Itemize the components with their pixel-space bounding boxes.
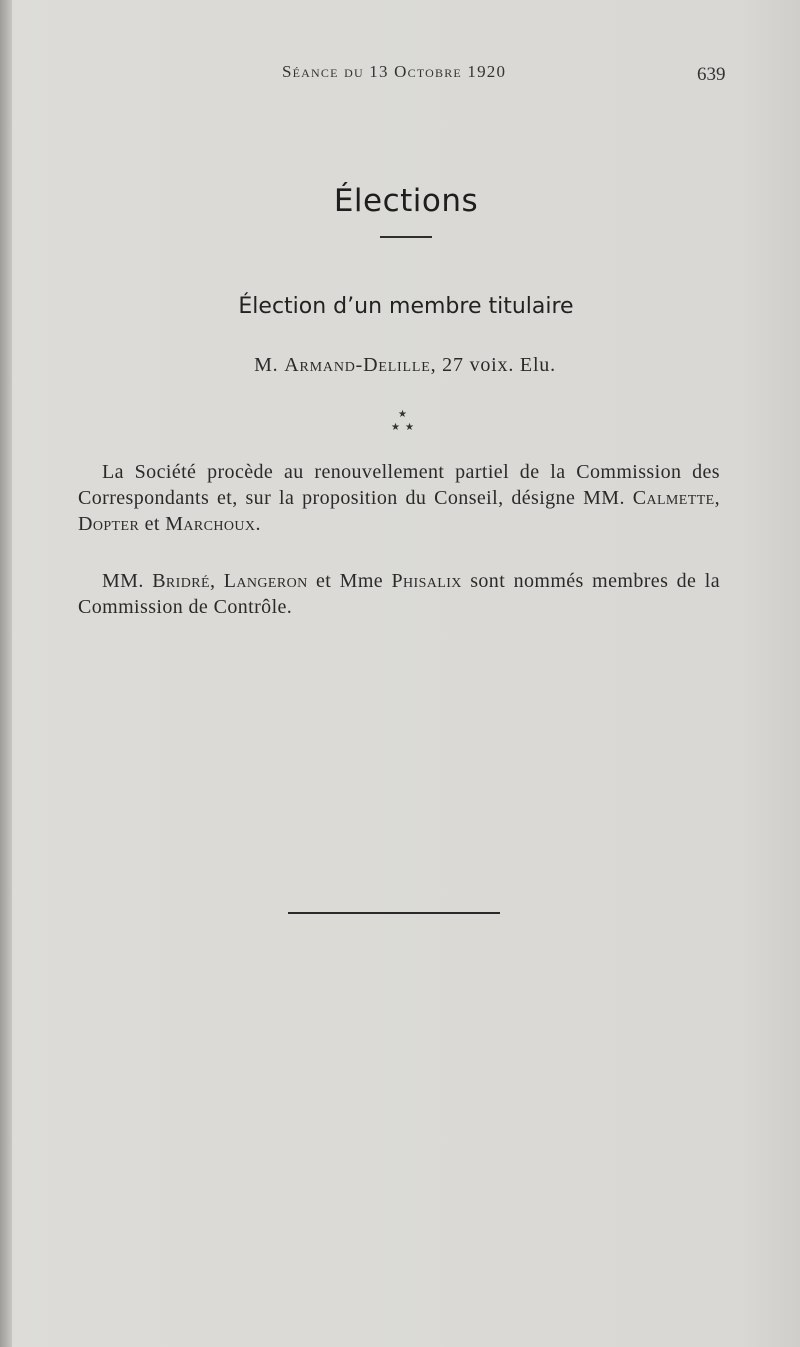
member-langeron: Langeron bbox=[223, 570, 308, 592]
para1-end: . bbox=[255, 513, 261, 535]
asterism-star-top: ★ bbox=[398, 409, 407, 420]
para2-text: sont nommés membres de la Commission de Contrôle. bbox=[78, 570, 720, 618]
section-title: Élections bbox=[333, 183, 479, 219]
section-subtitle: Élection d’un membre titulaire bbox=[238, 294, 574, 319]
para1-text: La Société procède au renouvellement partiel de la Commission des Correspondants et, sur la proposition du Conseil, désigne MM. bbox=[78, 461, 720, 509]
member-phisalix: Phisalix bbox=[391, 570, 462, 592]
page-number: 639 bbox=[697, 64, 726, 85]
asterism-star-right: ★ bbox=[405, 422, 414, 433]
elected-member-name: Armand-Delille bbox=[284, 354, 431, 376]
election-prefix: M. bbox=[254, 354, 279, 376]
asterism-star-left: ★ bbox=[391, 422, 400, 433]
para1-conjunction: et bbox=[144, 513, 160, 535]
para2-prefix: MM. bbox=[102, 570, 144, 592]
paragraph-correspondants bbox=[78, 459, 720, 537]
running-title: Séance du 13 Octobre 1920 bbox=[282, 62, 507, 81]
paragraph-controle bbox=[78, 568, 720, 620]
member-bridre: Bridré bbox=[152, 570, 210, 592]
member-calmette: Calmette bbox=[632, 487, 715, 509]
para1-separator: , bbox=[714, 487, 720, 509]
asterism bbox=[386, 410, 420, 440]
para2-separator: , bbox=[209, 570, 216, 592]
member-marchoux: Marchoux bbox=[165, 513, 256, 535]
member-dopter: Dopter bbox=[78, 513, 140, 535]
election-votes: , 27 voix. Elu. bbox=[430, 354, 556, 376]
title-rule bbox=[380, 236, 432, 238]
election-result bbox=[0, 354, 800, 377]
end-rule bbox=[288, 912, 500, 914]
para2-conjunction: et Mme bbox=[316, 570, 384, 592]
running-header bbox=[0, 62, 800, 92]
